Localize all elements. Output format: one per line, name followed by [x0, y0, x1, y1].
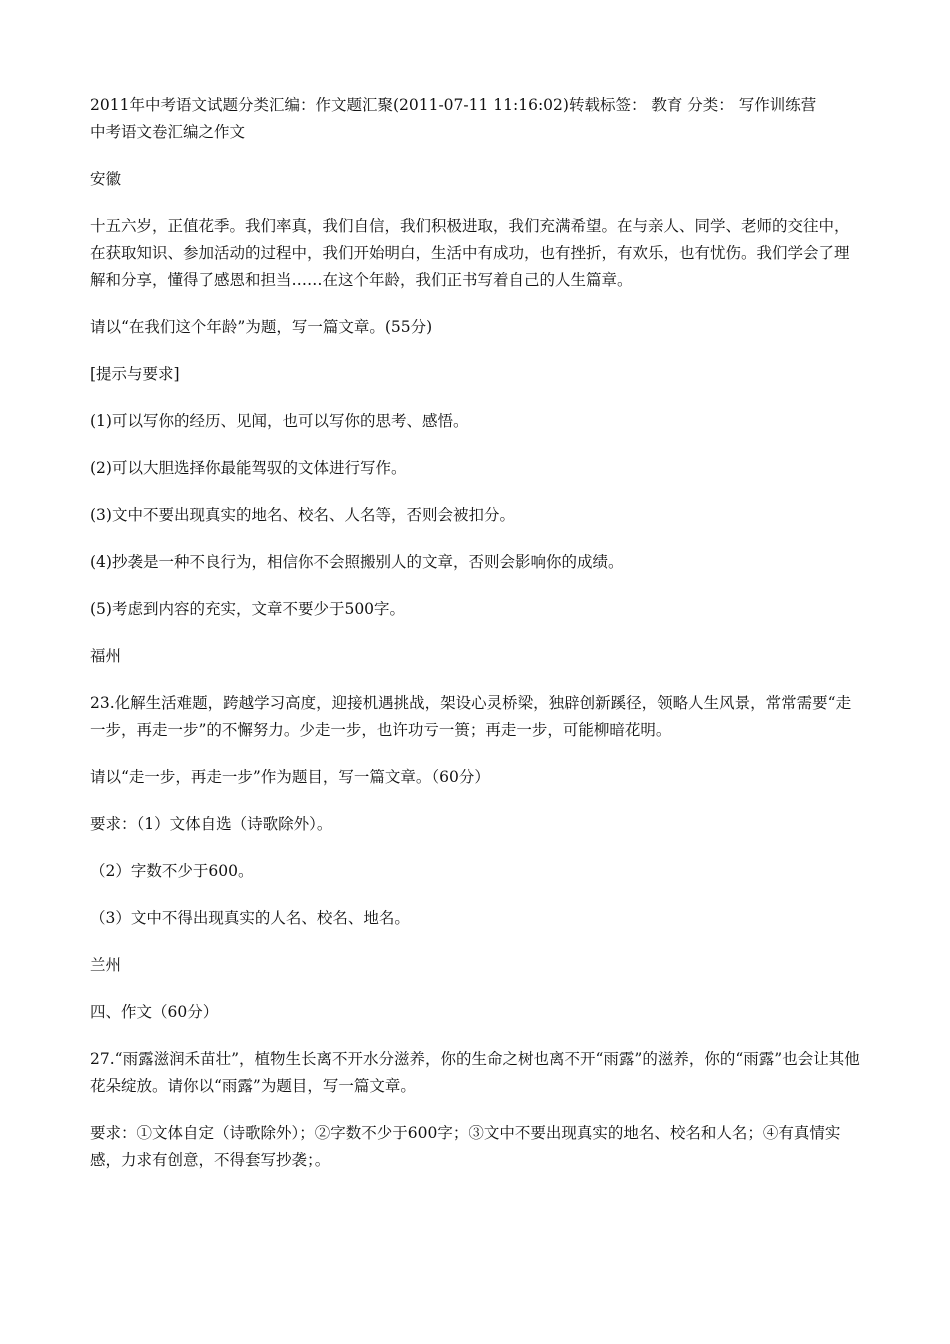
fuzhou-prompt: 请以“走一步，再走一步”作为题目，写一篇文章。（60分） — [90, 768, 490, 786]
header-line-1: 2011年中考语文试题分类汇编：作文题汇聚(2011-07-11 11:16:02)转载标签： 教育 分类： 写作训练营 — [90, 96, 817, 114]
anhui-tip-4: (4)抄袭是一种不良行为，相信你不会照搬别人的文章，否则会影响你的成绩。 — [90, 553, 624, 571]
lanzhou-requirements: 要求：①文体自定（诗歌除外）；②字数不少于600字；③文中不要出现真实的地名、校名和人名；④有真情实感，力求有创意，不得套写抄袭；。 — [90, 1124, 841, 1169]
section-title-lanzhou: 兰州 — [90, 956, 122, 974]
fuzhou-requirement-1: 要求：（1）文体自选（诗歌除外）。 — [90, 815, 333, 833]
anhui-tip-3: (3)文中不要出现真实的地名、校名、人名等，否则会被扣分。 — [90, 506, 515, 524]
lanzhou-part-heading: 四、作文（60分） — [90, 1003, 219, 1021]
anhui-tip-1: (1)可以写你的经历、见闻，也可以写你的思考、感悟。 — [90, 412, 469, 430]
document-page — [90, 92, 862, 1194]
fuzhou-intro: 23.化解生活难题，跨越学习高度，迎接机遇挑战，架设心灵桥梁，独辟创新蹊径，领略人生风景，常常需要“走一步，再走一步”的不懈努力。少走一步，也许功亏一篑；再走一步，可能柳暗花明。 — [90, 694, 852, 739]
anhui-tip-5: (5)考虑到内容的充实，文章不要少于500字。 — [90, 600, 406, 618]
section-title-anhui: 安徽 — [90, 170, 122, 188]
anhui-intro: 十五六岁，正值花季。我们率真，我们自信，我们积极进取，我们充满希望。在与亲人、同学、老师的交往中，在获取知识、参加活动的过程中，我们开始明白，生活中有成功，也有挫折，有欢乐，也有忧伤。我们学会了理解和分享，懂得了感恩和担当……在这个年龄，我们正书写着自己的人生篇章。 — [90, 217, 850, 289]
anhui-tips-title: [提示与要求] — [90, 365, 180, 383]
section-title-fuzhou: 福州 — [90, 647, 122, 665]
fuzhou-requirement-3: （3）文中不得出现真实的人名、校名、地名。 — [90, 909, 410, 927]
lanzhou-intro: 27.“雨露滋润禾苗壮”，植物生长离不开水分滋养，你的生命之树也离不开“雨露”的滋养，你的“雨露”也会让其他花朵绽放。请你以“雨露”为题目，写一篇文章。 — [90, 1050, 860, 1095]
header-line-2: 中考语文卷汇编之作文 — [90, 123, 246, 141]
anhui-prompt: 请以“在我们这个年龄”为题，写一篇文章。(55分) — [90, 318, 433, 336]
anhui-tip-2: (2)可以大胆选择你最能驾驭的文体进行写作。 — [90, 459, 407, 477]
fuzhou-requirement-2: （2）字数不少于600。 — [90, 862, 254, 880]
document-header — [90, 92, 862, 146]
